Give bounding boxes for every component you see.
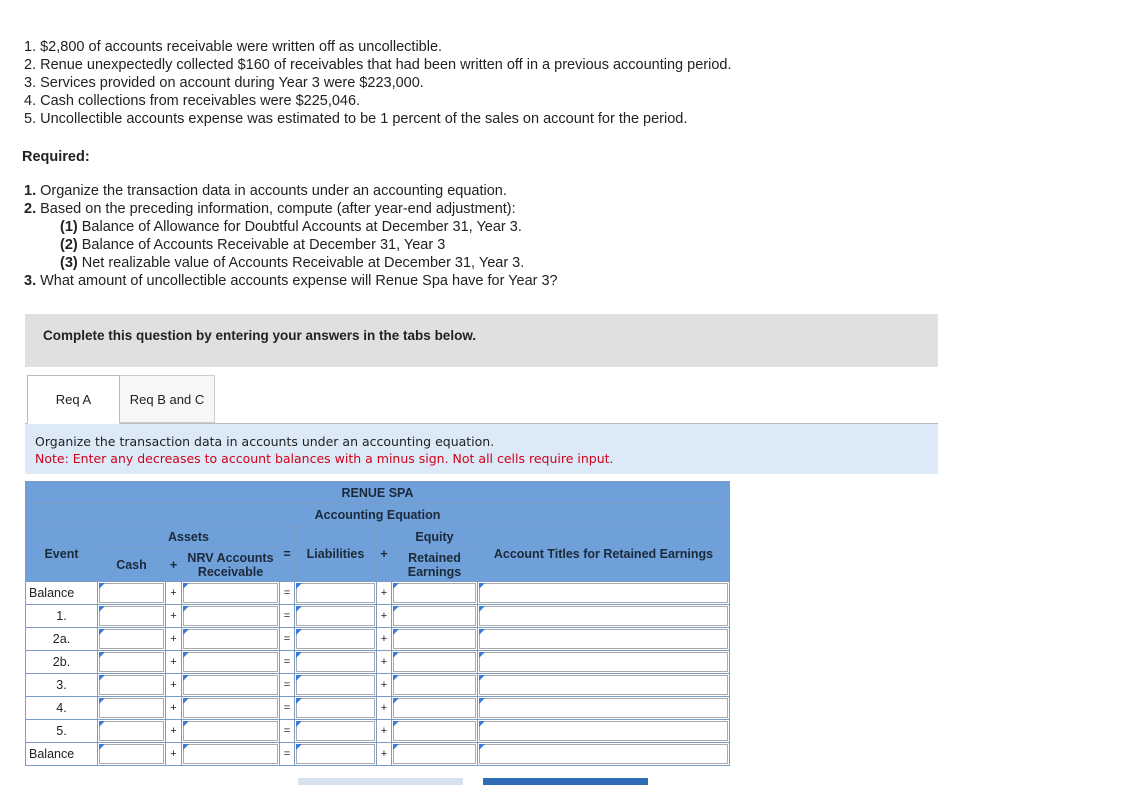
- input-box[interactable]: [183, 652, 278, 672]
- table-row: [26, 651, 730, 674]
- input-box[interactable]: [183, 629, 278, 649]
- requirement-2-2: [24, 236, 558, 254]
- event-label: 1.: [26, 605, 98, 628]
- plus-sign: +: [377, 743, 392, 766]
- liabilities-input[interactable]: [295, 697, 377, 720]
- input-marker-icon: [479, 698, 485, 704]
- liabilities-input[interactable]: [295, 628, 377, 651]
- input-marker-icon: [99, 721, 105, 727]
- input-box[interactable]: [183, 744, 278, 764]
- input-box[interactable]: [296, 652, 375, 672]
- nrv-receivable-input[interactable]: [182, 582, 280, 605]
- input-marker-icon: [479, 721, 485, 727]
- requirements-list: [24, 182, 558, 290]
- tab-bar: [25, 375, 938, 424]
- company-name: RENUE SPA: [26, 482, 730, 504]
- event-label: 4.: [26, 697, 98, 720]
- account-title-input[interactable]: [478, 697, 730, 720]
- requirement-2-3: [24, 254, 558, 272]
- input-box[interactable]: [479, 721, 728, 741]
- cash-input[interactable]: [98, 628, 166, 651]
- intro-line-2: 2. Renue unexpectedly collected $160 of receivables that had been written off in a previous accounting period.: [24, 57, 732, 73]
- input-box[interactable]: [99, 606, 164, 626]
- input-marker-icon: [296, 652, 302, 658]
- input-box[interactable]: [183, 675, 278, 695]
- retained-earnings-input[interactable]: [392, 651, 478, 674]
- plus-sign: +: [166, 697, 182, 720]
- input-box[interactable]: [99, 629, 164, 649]
- retained-earnings-input[interactable]: [392, 697, 478, 720]
- input-marker-icon: [183, 721, 189, 727]
- input-marker-icon: [183, 583, 189, 589]
- next-button[interactable]: [483, 778, 648, 785]
- input-box[interactable]: [296, 744, 375, 764]
- input-marker-icon: [479, 675, 485, 681]
- account-title-input[interactable]: [478, 743, 730, 766]
- input-marker-icon: [393, 652, 399, 658]
- event-label: 5.: [26, 720, 98, 743]
- equals-sign: =: [280, 582, 295, 605]
- nrv-receivable-input[interactable]: [182, 720, 280, 743]
- input-marker-icon: [479, 629, 485, 635]
- input-marker-icon: [296, 698, 302, 704]
- equals-sign: =: [280, 697, 295, 720]
- nrv-accounts-receivable-header: NRV Accounts Receivable: [182, 548, 280, 582]
- cash-input[interactable]: [98, 651, 166, 674]
- plus-sign: +: [166, 582, 182, 605]
- event-label: 2b.: [26, 651, 98, 674]
- liabilities-input[interactable]: [295, 674, 377, 697]
- req-text: What amount of uncollectible accounts expense will Renue Spa have for Year 3?: [36, 273, 558, 289]
- retained-earnings-input[interactable]: [392, 720, 478, 743]
- input-box[interactable]: [99, 744, 164, 764]
- input-box[interactable]: [479, 583, 728, 603]
- liabilities-input[interactable]: [295, 651, 377, 674]
- input-marker-icon: [393, 629, 399, 635]
- table-row: [26, 697, 730, 720]
- input-box[interactable]: [296, 721, 375, 741]
- input-marker-icon: [99, 675, 105, 681]
- req-number: (3): [60, 255, 78, 271]
- input-box[interactable]: [296, 675, 375, 695]
- equals-sign: =: [280, 720, 295, 743]
- retained-earnings-input[interactable]: [392, 743, 478, 766]
- input-marker-icon: [479, 583, 485, 589]
- table-row: [26, 582, 730, 605]
- instruction-text: Organize the transaction data in accounts under an accounting equation.: [35, 434, 495, 449]
- input-box[interactable]: [393, 583, 476, 603]
- cash-input[interactable]: [98, 697, 166, 720]
- liabilities-input[interactable]: [295, 605, 377, 628]
- event-label: Balance: [26, 582, 98, 605]
- table-row: [26, 605, 730, 628]
- equals-sign: =: [280, 605, 295, 628]
- equals-sign: =: [280, 674, 295, 697]
- account-title-input[interactable]: [478, 582, 730, 605]
- input-box[interactable]: [479, 675, 728, 695]
- tab-req-b-and-c[interactable]: Req B and C: [120, 375, 215, 423]
- input-box[interactable]: [479, 652, 728, 672]
- input-box[interactable]: [393, 629, 476, 649]
- input-marker-icon: [183, 744, 189, 750]
- req-number: (1): [60, 219, 78, 235]
- input-marker-icon: [296, 744, 302, 750]
- equals-sign: =: [280, 743, 295, 766]
- required-heading: Required:: [22, 149, 90, 165]
- cash-input[interactable]: [98, 582, 166, 605]
- input-box[interactable]: [393, 698, 476, 718]
- nrv-receivable-input[interactable]: [182, 743, 280, 766]
- plus-sign: +: [377, 582, 392, 605]
- req-number: 2.: [24, 201, 37, 217]
- req-text: Balance of Accounts Receivable at December 31, Year 3: [77, 237, 446, 253]
- instructions-banner: Complete this question by entering your answers in the tabs below.: [25, 314, 938, 367]
- input-marker-icon: [296, 606, 302, 612]
- input-marker-icon: [479, 606, 485, 612]
- input-marker-icon: [99, 606, 105, 612]
- plus-sign: +: [166, 720, 182, 743]
- retained-earnings-header: Retained Earnings: [392, 548, 478, 582]
- problem-statement: [24, 38, 731, 128]
- retained-earnings-input[interactable]: [392, 628, 478, 651]
- plus-sign: +: [166, 651, 182, 674]
- event-label: 2a.: [26, 628, 98, 651]
- liabilities-header: Liabilities: [295, 526, 377, 582]
- input-box[interactable]: [393, 721, 476, 741]
- req-number: (2): [60, 237, 78, 253]
- input-marker-icon: [479, 652, 485, 658]
- table-title: Accounting Equation: [26, 504, 730, 526]
- cash-header: Cash: [98, 548, 166, 582]
- plus-sign: +: [166, 628, 182, 651]
- input-box[interactable]: [183, 698, 278, 718]
- requirement-2: [24, 200, 558, 218]
- input-marker-icon: [393, 583, 399, 589]
- input-marker-icon: [99, 629, 105, 635]
- input-marker-icon: [99, 698, 105, 704]
- tab-instructions: [25, 424, 938, 474]
- input-box[interactable]: [99, 675, 164, 695]
- nrv-receivable-input[interactable]: [182, 628, 280, 651]
- input-marker-icon: [296, 629, 302, 635]
- input-box[interactable]: [393, 652, 476, 672]
- nrv-receivable-input[interactable]: [182, 651, 280, 674]
- input-box[interactable]: [296, 698, 375, 718]
- event-label: Balance: [26, 743, 98, 766]
- retained-earnings-input[interactable]: [392, 674, 478, 697]
- input-box[interactable]: [99, 652, 164, 672]
- tab-req-a[interactable]: Req A: [27, 375, 120, 424]
- account-titles-header: Account Titles for Retained Earnings: [478, 526, 730, 582]
- event-header: Event: [26, 526, 98, 582]
- account-title-input[interactable]: [478, 651, 730, 674]
- input-box[interactable]: [296, 583, 375, 603]
- input-marker-icon: [393, 698, 399, 704]
- table-row: [26, 743, 730, 766]
- plus-sign: +: [377, 697, 392, 720]
- table-row: [26, 720, 730, 743]
- cash-input[interactable]: [98, 720, 166, 743]
- input-marker-icon: [99, 652, 105, 658]
- event-label: 3.: [26, 674, 98, 697]
- input-box[interactable]: [99, 583, 164, 603]
- liabilities-input[interactable]: [295, 720, 377, 743]
- input-box[interactable]: [479, 629, 728, 649]
- input-marker-icon: [393, 744, 399, 750]
- instruction-note: Note: Enter any decreases to account balances with a minus sign. Not all cells require input.: [35, 451, 614, 466]
- plus-sign: +: [377, 674, 392, 697]
- input-box[interactable]: [99, 721, 164, 741]
- requirement-2-1: [24, 218, 558, 236]
- input-marker-icon: [296, 721, 302, 727]
- plus-sign: +: [377, 605, 392, 628]
- cash-input[interactable]: [98, 743, 166, 766]
- input-box[interactable]: [183, 583, 278, 603]
- plus-sign: +: [166, 743, 182, 766]
- intro-line-4: 4. Cash collections from receivables were $225,046.: [24, 93, 361, 109]
- account-title-input[interactable]: [478, 674, 730, 697]
- input-box[interactable]: [296, 629, 375, 649]
- nrv-receivable-input[interactable]: [182, 605, 280, 628]
- input-box[interactable]: [183, 721, 278, 741]
- retained-earnings-input[interactable]: [392, 582, 478, 605]
- input-box[interactable]: [99, 698, 164, 718]
- input-marker-icon: [99, 744, 105, 750]
- input-box[interactable]: [183, 606, 278, 626]
- equals-sign: =: [280, 526, 295, 582]
- plus-sign: +: [377, 651, 392, 674]
- account-title-input[interactable]: [478, 720, 730, 743]
- table-row: [26, 674, 730, 697]
- req-text: Net realizable value of Accounts Receivable at December 31, Year 3.: [77, 255, 525, 271]
- equity-header: Equity: [392, 526, 478, 548]
- plus-sign: +: [166, 548, 182, 582]
- cash-input[interactable]: [98, 674, 166, 697]
- plus-sign: +: [377, 526, 392, 582]
- accounting-equation-table: [25, 481, 730, 766]
- input-marker-icon: [183, 652, 189, 658]
- equals-sign: =: [280, 651, 295, 674]
- input-box[interactable]: [296, 606, 375, 626]
- input-marker-icon: [99, 583, 105, 589]
- requirement-3: [24, 272, 558, 290]
- retained-earnings-input[interactable]: [392, 605, 478, 628]
- input-box[interactable]: [479, 744, 728, 764]
- plus-sign: +: [377, 720, 392, 743]
- liabilities-input[interactable]: [295, 582, 377, 605]
- input-marker-icon: [183, 675, 189, 681]
- input-marker-icon: [393, 606, 399, 612]
- assets-header: Assets: [98, 526, 280, 548]
- prev-button[interactable]: [298, 778, 463, 785]
- req-number: 3.: [24, 273, 37, 289]
- input-marker-icon: [393, 721, 399, 727]
- nrv-receivable-input[interactable]: [182, 697, 280, 720]
- req-text: Based on the preceding information, compute (after year-end adjustment):: [36, 201, 516, 217]
- input-marker-icon: [296, 583, 302, 589]
- cash-input[interactable]: [98, 605, 166, 628]
- input-box[interactable]: [393, 606, 476, 626]
- liabilities-input[interactable]: [295, 743, 377, 766]
- input-marker-icon: [183, 629, 189, 635]
- plus-sign: +: [377, 628, 392, 651]
- input-marker-icon: [296, 675, 302, 681]
- intro-line-1: 1. $2,800 of accounts receivable were written off as uncollectible.: [24, 39, 443, 55]
- table-row: [26, 628, 730, 651]
- requirement-1: [24, 182, 558, 200]
- input-marker-icon: [183, 698, 189, 704]
- intro-line-5: 5. Uncollectible accounts expense was estimated to be 1 percent of the sales on account for the period.: [24, 111, 688, 127]
- account-title-input[interactable]: [478, 605, 730, 628]
- input-box[interactable]: [393, 744, 476, 764]
- req-text: Organize the transaction data in accounts under an accounting equation.: [36, 183, 507, 199]
- input-box[interactable]: [479, 698, 728, 718]
- req-text: Balance of Allowance for Doubtful Accounts at December 31, Year 3.: [77, 219, 522, 235]
- plus-sign: +: [166, 605, 182, 628]
- intro-line-3: 3. Services provided on account during Year 3 were $223,000.: [24, 75, 424, 91]
- plus-sign: +: [166, 674, 182, 697]
- nrv-receivable-input[interactable]: [182, 674, 280, 697]
- input-box[interactable]: [393, 675, 476, 695]
- input-marker-icon: [183, 606, 189, 612]
- input-box[interactable]: [479, 606, 728, 626]
- input-marker-icon: [479, 744, 485, 750]
- equals-sign: =: [280, 628, 295, 651]
- account-title-input[interactable]: [478, 628, 730, 651]
- input-marker-icon: [393, 675, 399, 681]
- req-number: 1.: [24, 183, 37, 199]
